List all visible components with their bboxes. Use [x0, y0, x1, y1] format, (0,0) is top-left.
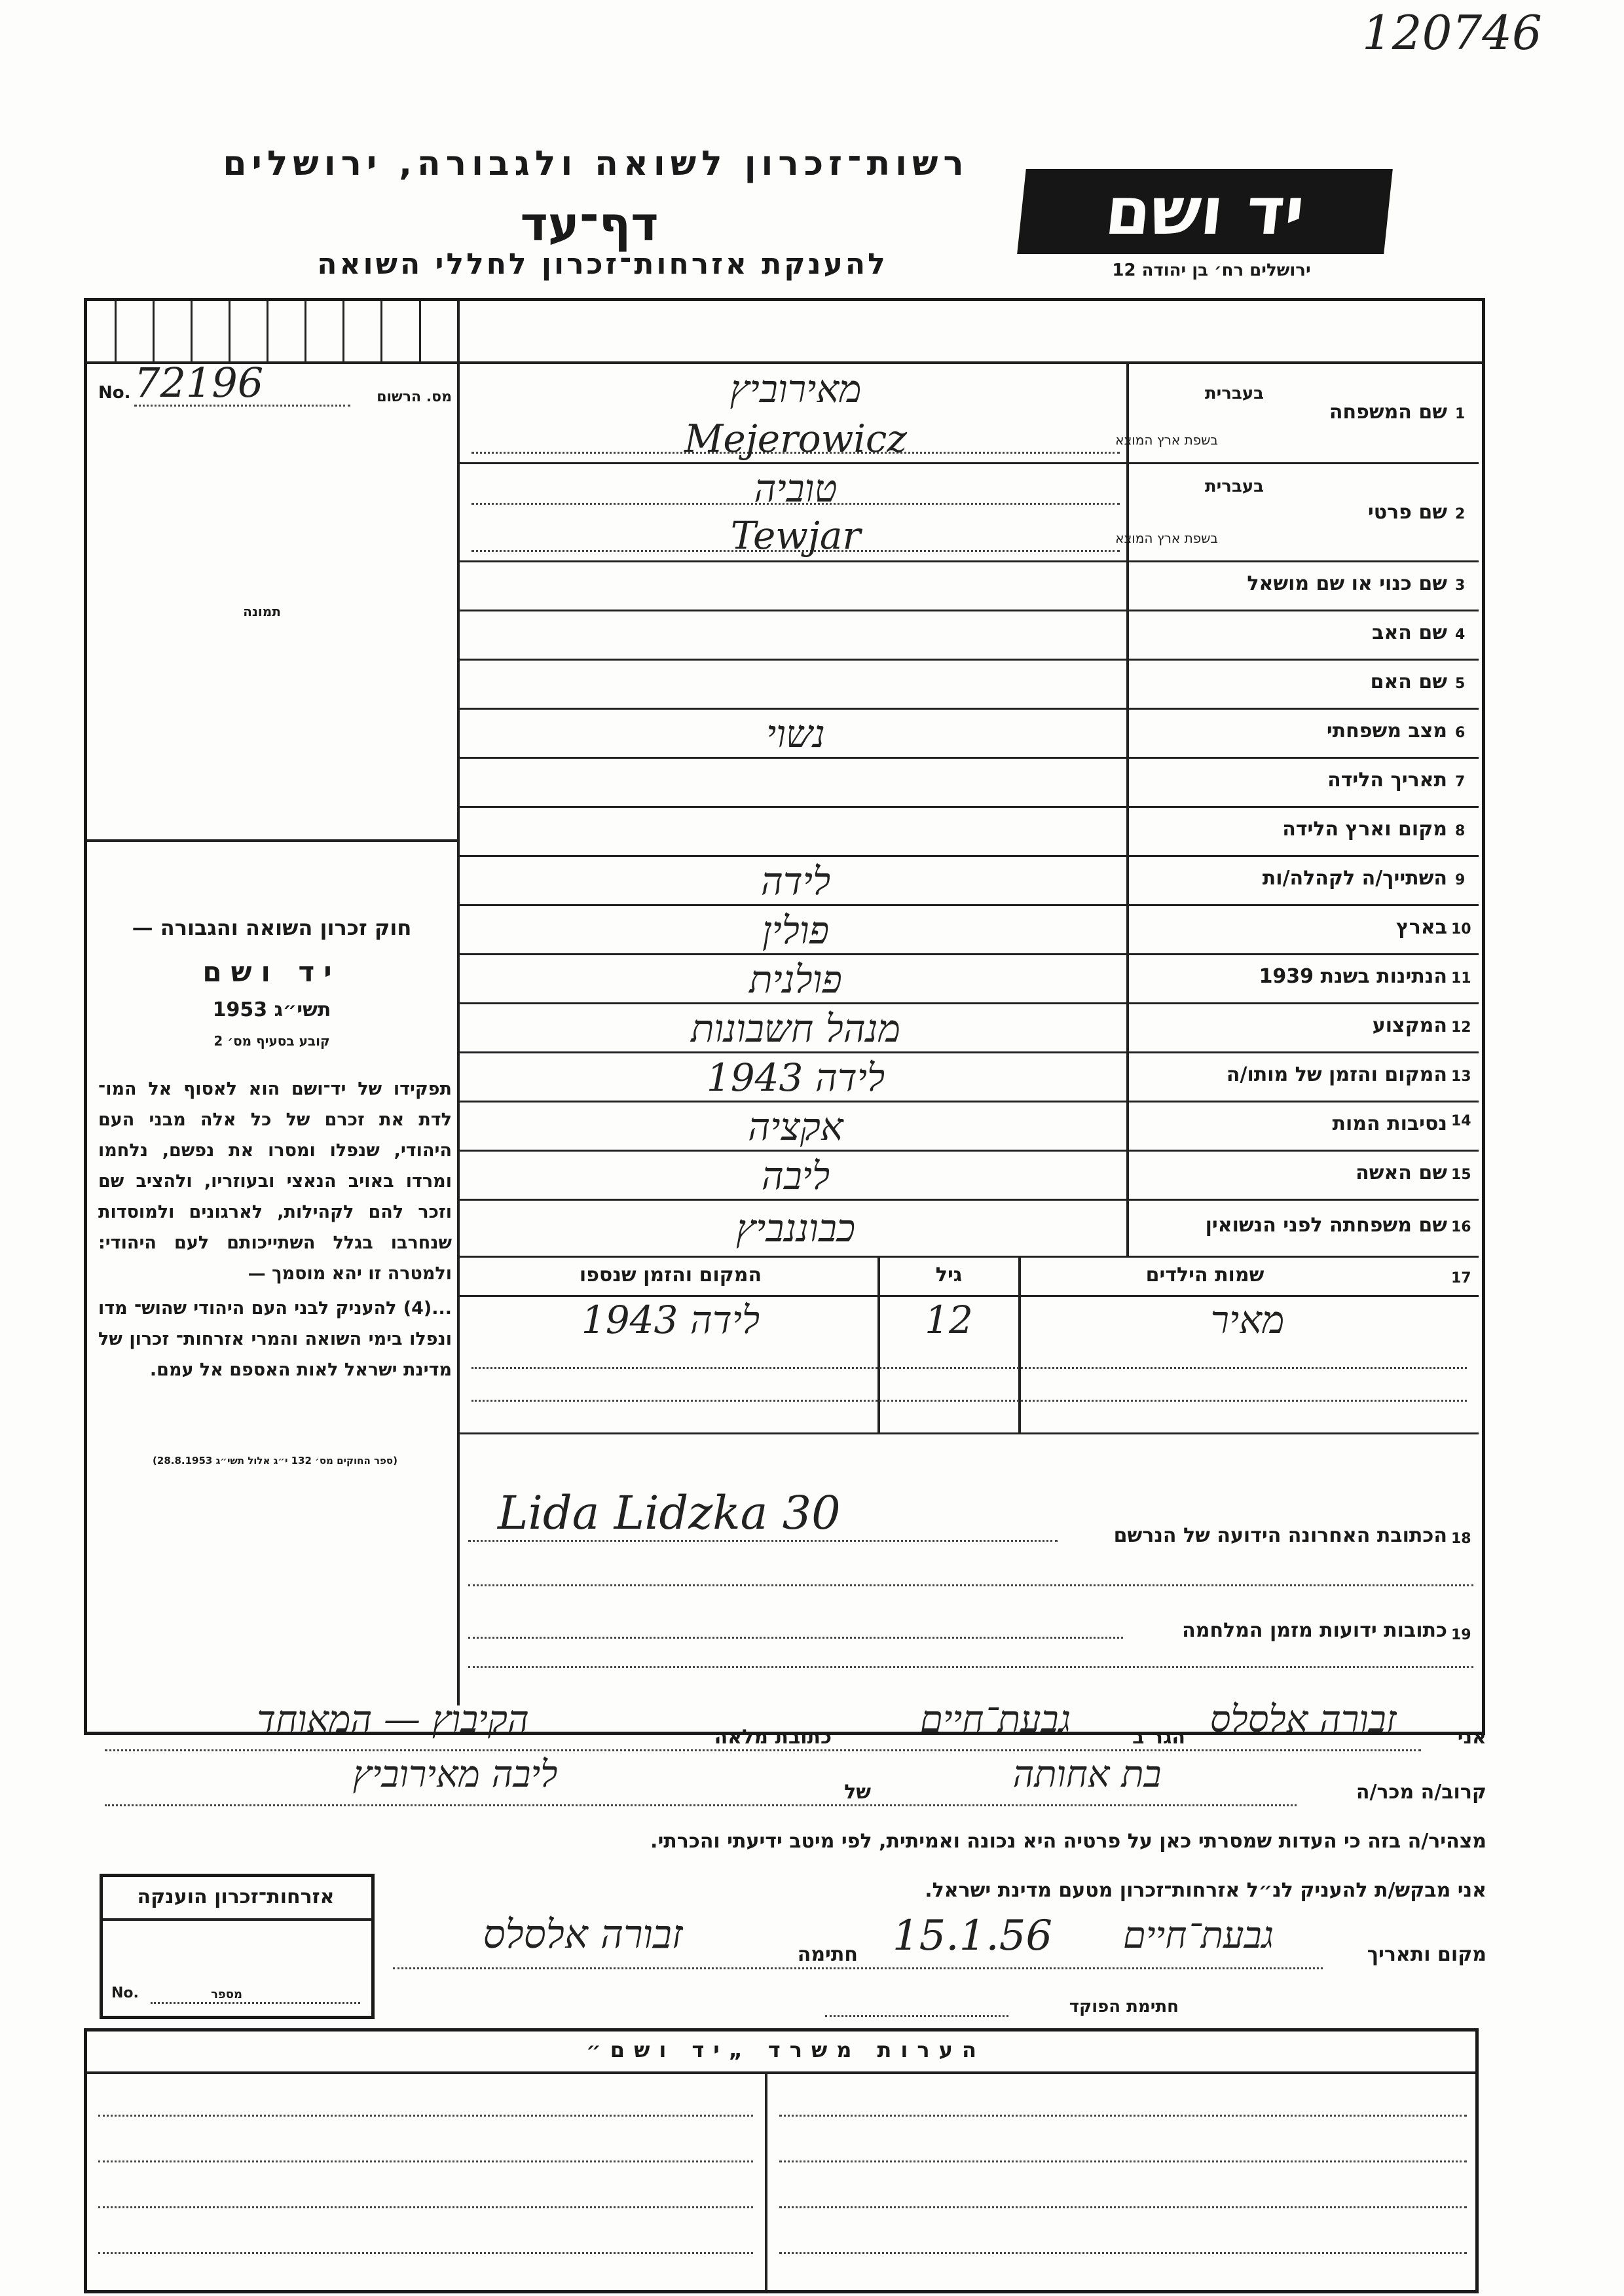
stamp-box-title: אזרחות־זכרון הוענקה: [137, 1886, 335, 1908]
field-5-number: 5: [1455, 676, 1466, 692]
field-11-number: 11: [1451, 970, 1471, 987]
decl-l5-signature-label: חתימה: [797, 1943, 858, 1966]
field-9-number: 9: [1455, 872, 1466, 888]
field-6-number: 6: [1455, 725, 1466, 741]
field-3-label: שם כנוי או שם מושאל: [1247, 572, 1447, 595]
field-11-label: הנתינות בשנת 1939: [1259, 965, 1447, 988]
field-1-number: 1: [1455, 406, 1466, 422]
field-13-number: 13: [1451, 1068, 1471, 1085]
field-9-value: לידה: [760, 859, 831, 903]
child-1-age: 12: [925, 1298, 973, 1342]
field-12-number: 12: [1451, 1019, 1471, 1036]
field-1-sub-origin: בשפת ארץ המוצא: [1115, 432, 1218, 448]
field-16-number: 16: [1451, 1219, 1471, 1235]
field-18-label: הכתובת האחרונה הידועה של הנרשם: [1113, 1524, 1447, 1547]
field-16-value: כבוננביץ: [735, 1206, 856, 1250]
decl-l3: מצהיר/ה בזה כי העדות שמסרתי כאן על פרטיה היא נכונה ואמיתית, לפי מיטב ידיעתי והכרתי.: [650, 1830, 1486, 1853]
form-subtitle: להענקת אזרחות־זכרון לחללי השואה: [317, 247, 888, 281]
logo: [1017, 169, 1393, 254]
field-8-number: 8: [1455, 823, 1466, 839]
field-2-value-latin: Tewjar: [730, 513, 861, 558]
field-2-sub-origin: בשפת ארץ המוצא: [1115, 530, 1218, 546]
registration-no-prefix: No.: [98, 383, 131, 403]
field-6-value: נשוי: [766, 712, 825, 756]
decl-l1-resides: הגר ב: [1132, 1726, 1185, 1749]
decl-l4: אני מבקש/ת להעניק לנ״ל אזרחות־זכרון מטעם מדינת ישראל.: [925, 1879, 1486, 1902]
decl-l6-officer: חתימת הפוקד: [1069, 1997, 1179, 2016]
field-7-label: תאריך הלידה: [1327, 769, 1447, 792]
remarks-title: הערות משרד „יד ושם״: [586, 2037, 986, 2062]
field-1-value-latin: Mejerowicz: [684, 416, 907, 461]
children-col-age: גיל: [935, 1264, 963, 1286]
field-12-label: המקצוע: [1372, 1014, 1447, 1037]
stamp-box-number-label: מספר: [211, 1988, 242, 2001]
field-12-value: מנהל חשבונות: [690, 1006, 901, 1051]
field-15-label: שם האשה: [1356, 1161, 1447, 1184]
child-1-name: מאיר: [1210, 1298, 1285, 1342]
field-18-number: 18: [1451, 1531, 1471, 1547]
field-13-label: המקום והזמן של מותו/ה: [1226, 1063, 1447, 1086]
law-source: (ספר החוקים מס׳ 132 י״ג אלול תשי״ג 28.8.1953): [153, 1455, 397, 1467]
field-15-number: 15: [1451, 1167, 1471, 1183]
field-2-sub-hebrew: בעברית: [1204, 477, 1264, 496]
corner-number: 120746: [1362, 5, 1542, 60]
form-title: דף־עד: [520, 196, 659, 251]
field-11-value: פולנית: [749, 957, 842, 1002]
law-name: יד ושם: [202, 956, 341, 988]
field-13-value: לידה 1943: [706, 1055, 885, 1100]
children-col-names: שמות הילדים: [1145, 1264, 1264, 1286]
logo-text: יד ושם: [1101, 173, 1308, 249]
decl-l1-city: גבעת־חיים: [919, 1698, 1071, 1741]
field-4-number: 4: [1455, 627, 1466, 643]
law-clause: קובע בסעיף מס׳ 2: [213, 1033, 330, 1049]
decl-l5-place: גבעת־חיים: [1122, 1914, 1274, 1957]
field-15-value: ליבה: [761, 1154, 830, 1198]
decl-l1-address: הקיבוץ — המאוחד: [257, 1698, 529, 1741]
org-title: רשות־זכרון לשואה ולגבורה, ירושלים: [223, 144, 969, 183]
field-3-number: 3: [1455, 577, 1466, 594]
field-10-label: בארץ: [1395, 916, 1447, 939]
field-17-number: 17: [1451, 1270, 1471, 1286]
field-1-sub-hebrew: בעברית: [1204, 384, 1264, 403]
field-2-label: שם פרטי: [1367, 501, 1447, 524]
stamp-box-no: No.: [111, 1985, 139, 2001]
field-10-number: 10: [1451, 921, 1471, 938]
child-1-place: לידה 1943: [581, 1298, 760, 1342]
field-2-value-hebrew: טוביה: [754, 466, 838, 511]
decl-l1-ani: אני: [1457, 1726, 1486, 1749]
field-14-number: 14: [1451, 1113, 1471, 1129]
field-4-label: שם האב: [1372, 621, 1447, 644]
registration-number: 72196: [134, 359, 264, 407]
decl-l5-place-date-label: מקום ותאריך: [1367, 1943, 1486, 1966]
law-text-1: תפקידו של יד־ושם הוא לאסוף אל המו־ לדת את זכרם של כל אלה מבני העם היהודי, שנפלו ומסרו את נפשם, נלחמו ומרדו באויב הנאצי ובעוזריו, ולהציב שם וזכר להם לקהילות, לארגונים ולמוסדות שנחרבו בגלל השתייכותם לעם היהודי: ולמטרה זו יהא מוסמך —: [98, 1079, 452, 1284]
field-1-value-hebrew: מאירוביץ: [729, 367, 862, 411]
field-6-label: מצב משפחתי: [1326, 720, 1447, 742]
field-9-label: השתייך/ה לקהלה/ות: [1262, 867, 1447, 890]
field-10-value: פולין: [762, 908, 830, 953]
decl-l5-signature: זבורה אלסלס: [483, 1912, 683, 1958]
field-8-label: מקום וארץ הלידה: [1282, 818, 1447, 841]
field-2-number: 2: [1455, 506, 1466, 522]
field-19-label: כתובות ידועות מזמן המלחמה: [1182, 1619, 1447, 1642]
field-19-number: 19: [1451, 1627, 1471, 1643]
decl-l2-of-name: ליבה מאירוביץ: [352, 1753, 558, 1796]
field-1-label: שם המשפחה: [1329, 401, 1447, 424]
law-text-2: ...(4) להעניק לבני העם היהודי שהוש־ מדו ונפלו בימי השואה והמרי אזרחות־ זכרון של מדינת ישראל לאות האספם אל עמם.: [98, 1298, 452, 1380]
decl-l1-address-label: כתובת מלאה: [714, 1726, 832, 1749]
field-14-label: נסיבות המות: [1332, 1112, 1447, 1135]
registration-label: מס. הרשום: [377, 389, 452, 405]
field-16-label: שם משפחתה לפני הנשואין: [1205, 1214, 1447, 1237]
law-title: חוק זכרון השואה והגבורה —: [132, 915, 412, 940]
decl-l2-relation-label: קרוב/ה מכר/ה: [1356, 1781, 1486, 1804]
children-col-place: המקום והזמן שנספו: [579, 1264, 762, 1286]
law-year: תשי״ג 1953: [212, 998, 331, 1021]
photo-label: תמונה: [243, 604, 281, 619]
field-18-value: Lida Lidzka 30: [498, 1486, 841, 1540]
field-7-number: 7: [1455, 774, 1466, 790]
field-5-label: שם האם: [1370, 670, 1447, 693]
logo-address: ירושלים רח׳ בן יהודה 12: [1112, 261, 1311, 280]
decl-l2-of: של: [844, 1781, 871, 1804]
decl-l2-relation: בת אחותה: [1012, 1753, 1162, 1796]
decl-l1-name: זבורה אלסלס: [1209, 1698, 1397, 1741]
decl-l5-date: 15.1.56: [892, 1912, 1053, 1960]
field-14-value: אקציה: [748, 1104, 843, 1149]
